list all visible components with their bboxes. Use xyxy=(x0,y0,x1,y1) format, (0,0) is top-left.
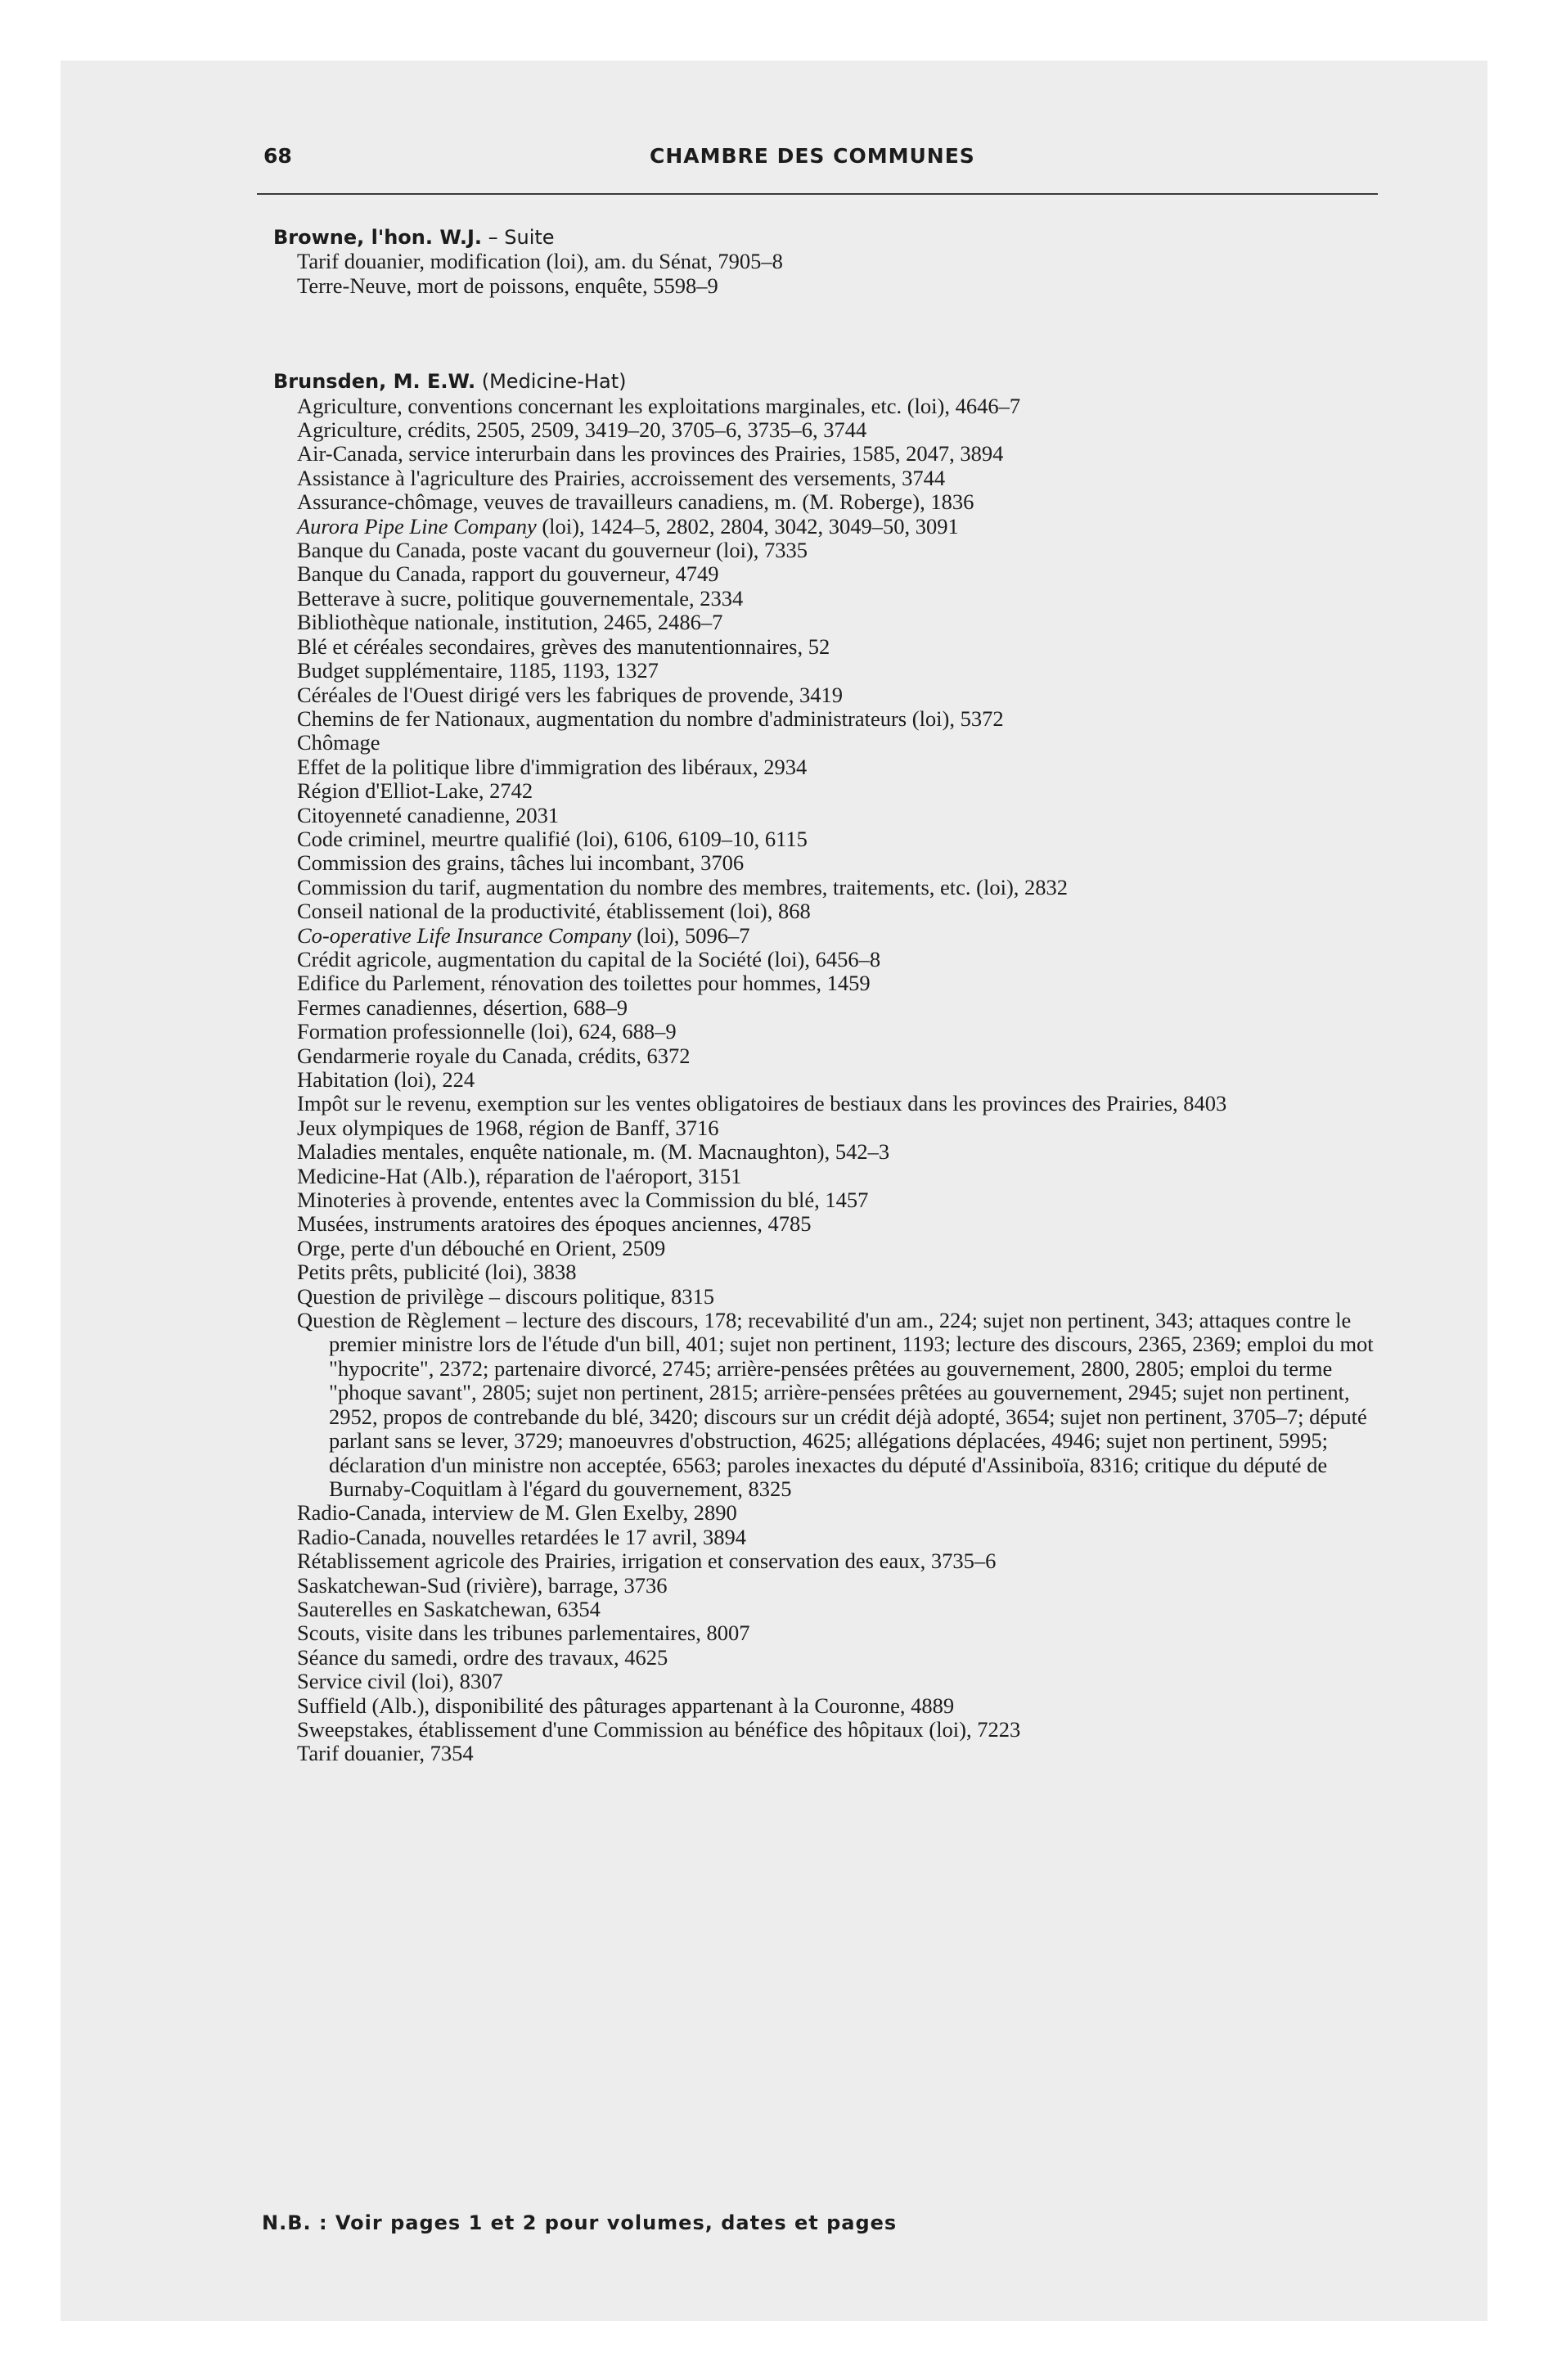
index-entry: Impôt sur le revenu, exemption sur les ventes obligatoires de bestiaux dans les provinces des Prairies, 8403 xyxy=(297,1091,1227,1116)
index-entry: Chemins de fer Nationaux, augmentation du nombre d'administrateurs (loi), 5372 xyxy=(297,705,1004,731)
index-entry: Banque du Canada, poste vacant du gouverneur (loi), 7335 xyxy=(297,538,808,563)
index-entry: Bibliothèque nationale, institution, 2465, 2486–7 xyxy=(297,610,723,635)
index-entry: Citoyenneté canadienne, 2031 xyxy=(297,802,560,827)
index-entry: Commission du tarif, augmentation du nombre des membres, traitements, etc. (loi), 2832 xyxy=(297,874,1069,899)
index-entry: Musées, instruments aratoires des époques anciennes, 4785 xyxy=(297,1211,812,1237)
index-entry: Conseil national de la productivité, établissement (loi), 868 xyxy=(297,899,811,924)
index-entry: Blé et céréales secondaires, grèves des manutentionnaires, 52 xyxy=(297,633,830,659)
index-entry: Air-Canada, service interurbain dans les provinces des Prairies, 1585, 2047, 3894 xyxy=(297,441,1004,467)
brunsden-entries-c xyxy=(273,804,1378,924)
index-heading-brunsden xyxy=(273,370,1378,394)
index-entry xyxy=(273,515,1378,539)
index-entry: Budget supplémentaire, 1185, 1193, 1327 xyxy=(297,658,659,683)
index-entry: Scouts, visite dans les tribunes parlementaires, 8007 xyxy=(297,1620,750,1646)
entry-text: (loi), 5096–7 xyxy=(631,922,750,948)
brunsden-entries-b xyxy=(273,539,1378,755)
index-entry: Fermes canadiennes, désertion, 688–9 xyxy=(297,994,628,1020)
entry-text: (loi), 1424–5, 2802, 2804, 3042, 3049–50, 3091 xyxy=(536,513,959,539)
index-entry xyxy=(273,924,1378,948)
section-gap xyxy=(273,298,1378,370)
index-entry: Edifice du Parlement, rénovation des toilettes pour hommes, 1459 xyxy=(297,971,871,996)
index-entry: Code criminel, meurtre qualifié (loi), 6106, 6109–10, 6115 xyxy=(297,826,808,851)
index-entry: Commission des grains, tâches lui incombant, 3706 xyxy=(297,850,745,876)
index-entry: Agriculture, conventions concernant les exploitations marginales, etc. (loi), 4646–7 xyxy=(297,393,1021,418)
page-header xyxy=(257,144,1378,174)
index-heading-browne xyxy=(273,226,1378,250)
index-entry: Petits prêts, publicité (loi), 3838 xyxy=(297,1260,577,1285)
index-entry: Maladies mentales, enquête nationale, m. (M. Macnaughton), 542–3 xyxy=(297,1139,890,1165)
browne-entries xyxy=(273,250,1378,298)
index-entry: Sauterelles en Saskatchewan, 6354 xyxy=(297,1596,601,1621)
index-entry: Agriculture, crédits, 2505, 2509, 3419–20, 3705–6, 3735–6, 3744 xyxy=(297,417,867,443)
index-entry: Assistance à l'agriculture des Prairies, accroissement des versements, 3744 xyxy=(297,465,946,490)
index-entry: Sweepstakes, établissement d'une Commission au bénéfice des hôpitaux (loi), 7223 xyxy=(297,1716,1021,1742)
index-entry: Minoteries à provende, ententes avec la Commission du blé, 1457 xyxy=(297,1188,869,1213)
header-rule xyxy=(257,193,1378,195)
index-entry: Radio-Canada, nouvelles retardées le 17 avril, 3894 xyxy=(297,1524,746,1549)
index-entry: Question de Règlement – lecture des discours, 178; recevabilité d'un am., 224; sujet non pertinent, 343; attaques contre le premier ministre lors de l'étude d'un bill, 401; sujet non pertinent, 1193; lecture des discours, 2365, 2369; emploi du mot "hypocrite", 2372; partenaire divorcé, 2745; arrière-pensées prêtées au gouvernement, 2800, 2805; emploi du terme "phoque savant", 2805; sujet non pertinent, 2815; arrière-pensées prêtées au gouvernement, 2945; sujet non pertinent, 2952, propos de contrebande du blé, 3420; discours sur un crédit déjà adopté, 3654; sujet non pertinent, 3705–7; député parlant sans se lever, 3729; manoeuvres d'obstruction, 4625; allégations déplacées, 4946; sujet non pertinent, 5995; déclaration d'un ministre non acceptée, 6563; paroles inexactes du député d'Assiniboïa, 8316; critique du député de Burnaby-Coquitlam à l'égard du gouvernement, 8325 xyxy=(297,1308,1374,1501)
entry-italic: Co-operative Life Insurance Company xyxy=(297,922,632,948)
brunsden-entries-d xyxy=(273,948,1378,1766)
index-entry: Radio-Canada, interview de M. Glen Exelby, 2890 xyxy=(297,1500,737,1526)
index-subentry: Région d'Elliot-Lake, 2742 xyxy=(297,778,533,804)
index-entry: Suffield (Alb.), disponibilité des pâturages appartenant à la Couronne, 4889 xyxy=(297,1693,955,1718)
index-entry: Tarif douanier, modification (loi), am. du Sénat, 7905–8 xyxy=(297,249,783,274)
index-subentry: Effet de la politique libre d'immigration des libéraux, 2934 xyxy=(297,754,808,779)
index-entry: Gendarmerie royale du Canada, crédits, 6372 xyxy=(297,1043,691,1068)
index-entry: Saskatchewan-Sud (rivière), barrage, 3736 xyxy=(297,1572,668,1598)
index-entry: Orge, perte d'un débouché en Orient, 2509 xyxy=(297,1235,666,1260)
brunsden-entries-a xyxy=(273,394,1378,515)
index-entry: Service civil (loi), 8307 xyxy=(297,1669,503,1694)
index-entry: Habitation (loi), 224 xyxy=(297,1067,475,1092)
index-entry: Banque du Canada, rapport du gouverneur, 4749 xyxy=(297,561,719,587)
entry-italic: Aurora Pipe Line Company xyxy=(297,513,537,539)
index-entry: Tarif douanier, 7354 xyxy=(297,1741,474,1766)
index-entry: Céréales de l'Ouest dirigé vers les fabriques de provende, 3419 xyxy=(297,682,844,707)
member-name: Brunsden, M. E.W. xyxy=(273,370,476,394)
index-entry: Chômage xyxy=(297,730,380,755)
index-entry: Medicine-Hat (Alb.), réparation de l'aéroport, 3151 xyxy=(297,1163,742,1188)
index-entry: Formation professionnelle (loi), 624, 688–9 xyxy=(297,1019,677,1044)
heading-suffix: – Suite xyxy=(482,226,555,249)
running-head: CHAMBRE DES COMMUNES xyxy=(650,144,975,168)
index-entry: Rétablissement agricole des Prairies, irrigation et conservation des eaux, 3735–6 xyxy=(297,1548,997,1574)
heading-suffix: (Medicine-Hat) xyxy=(475,370,627,394)
index-entry: Question de privilège – discours politique, 8315 xyxy=(297,1283,715,1309)
index-content xyxy=(273,226,1378,1766)
index-entry: Assurance-chômage, veuves de travailleurs canadiens, m. (M. Roberge), 1836 xyxy=(297,489,974,515)
member-name: Browne, l'hon. W.J. xyxy=(273,226,483,249)
chomage-subentries xyxy=(273,755,1378,804)
index-entry: Betterave à sucre, politique gouvernementale, 2334 xyxy=(297,585,744,611)
index-entry: Crédit agricole, augmentation du capital de la Société (loi), 6456–8 xyxy=(297,946,881,971)
page-number: 68 xyxy=(263,144,292,168)
index-entry: Jeux olympiques de 1968, région de Banff, 3716 xyxy=(297,1115,719,1140)
footer-note: N.B. : Voir pages 1 et 2 pour volumes, dates et pages xyxy=(262,2211,898,2234)
index-entry: Terre-Neuve, mort de poissons, enquête, 5598–9 xyxy=(297,273,718,298)
index-entry: Séance du samedi, ordre des travaux, 4625 xyxy=(297,1644,668,1670)
